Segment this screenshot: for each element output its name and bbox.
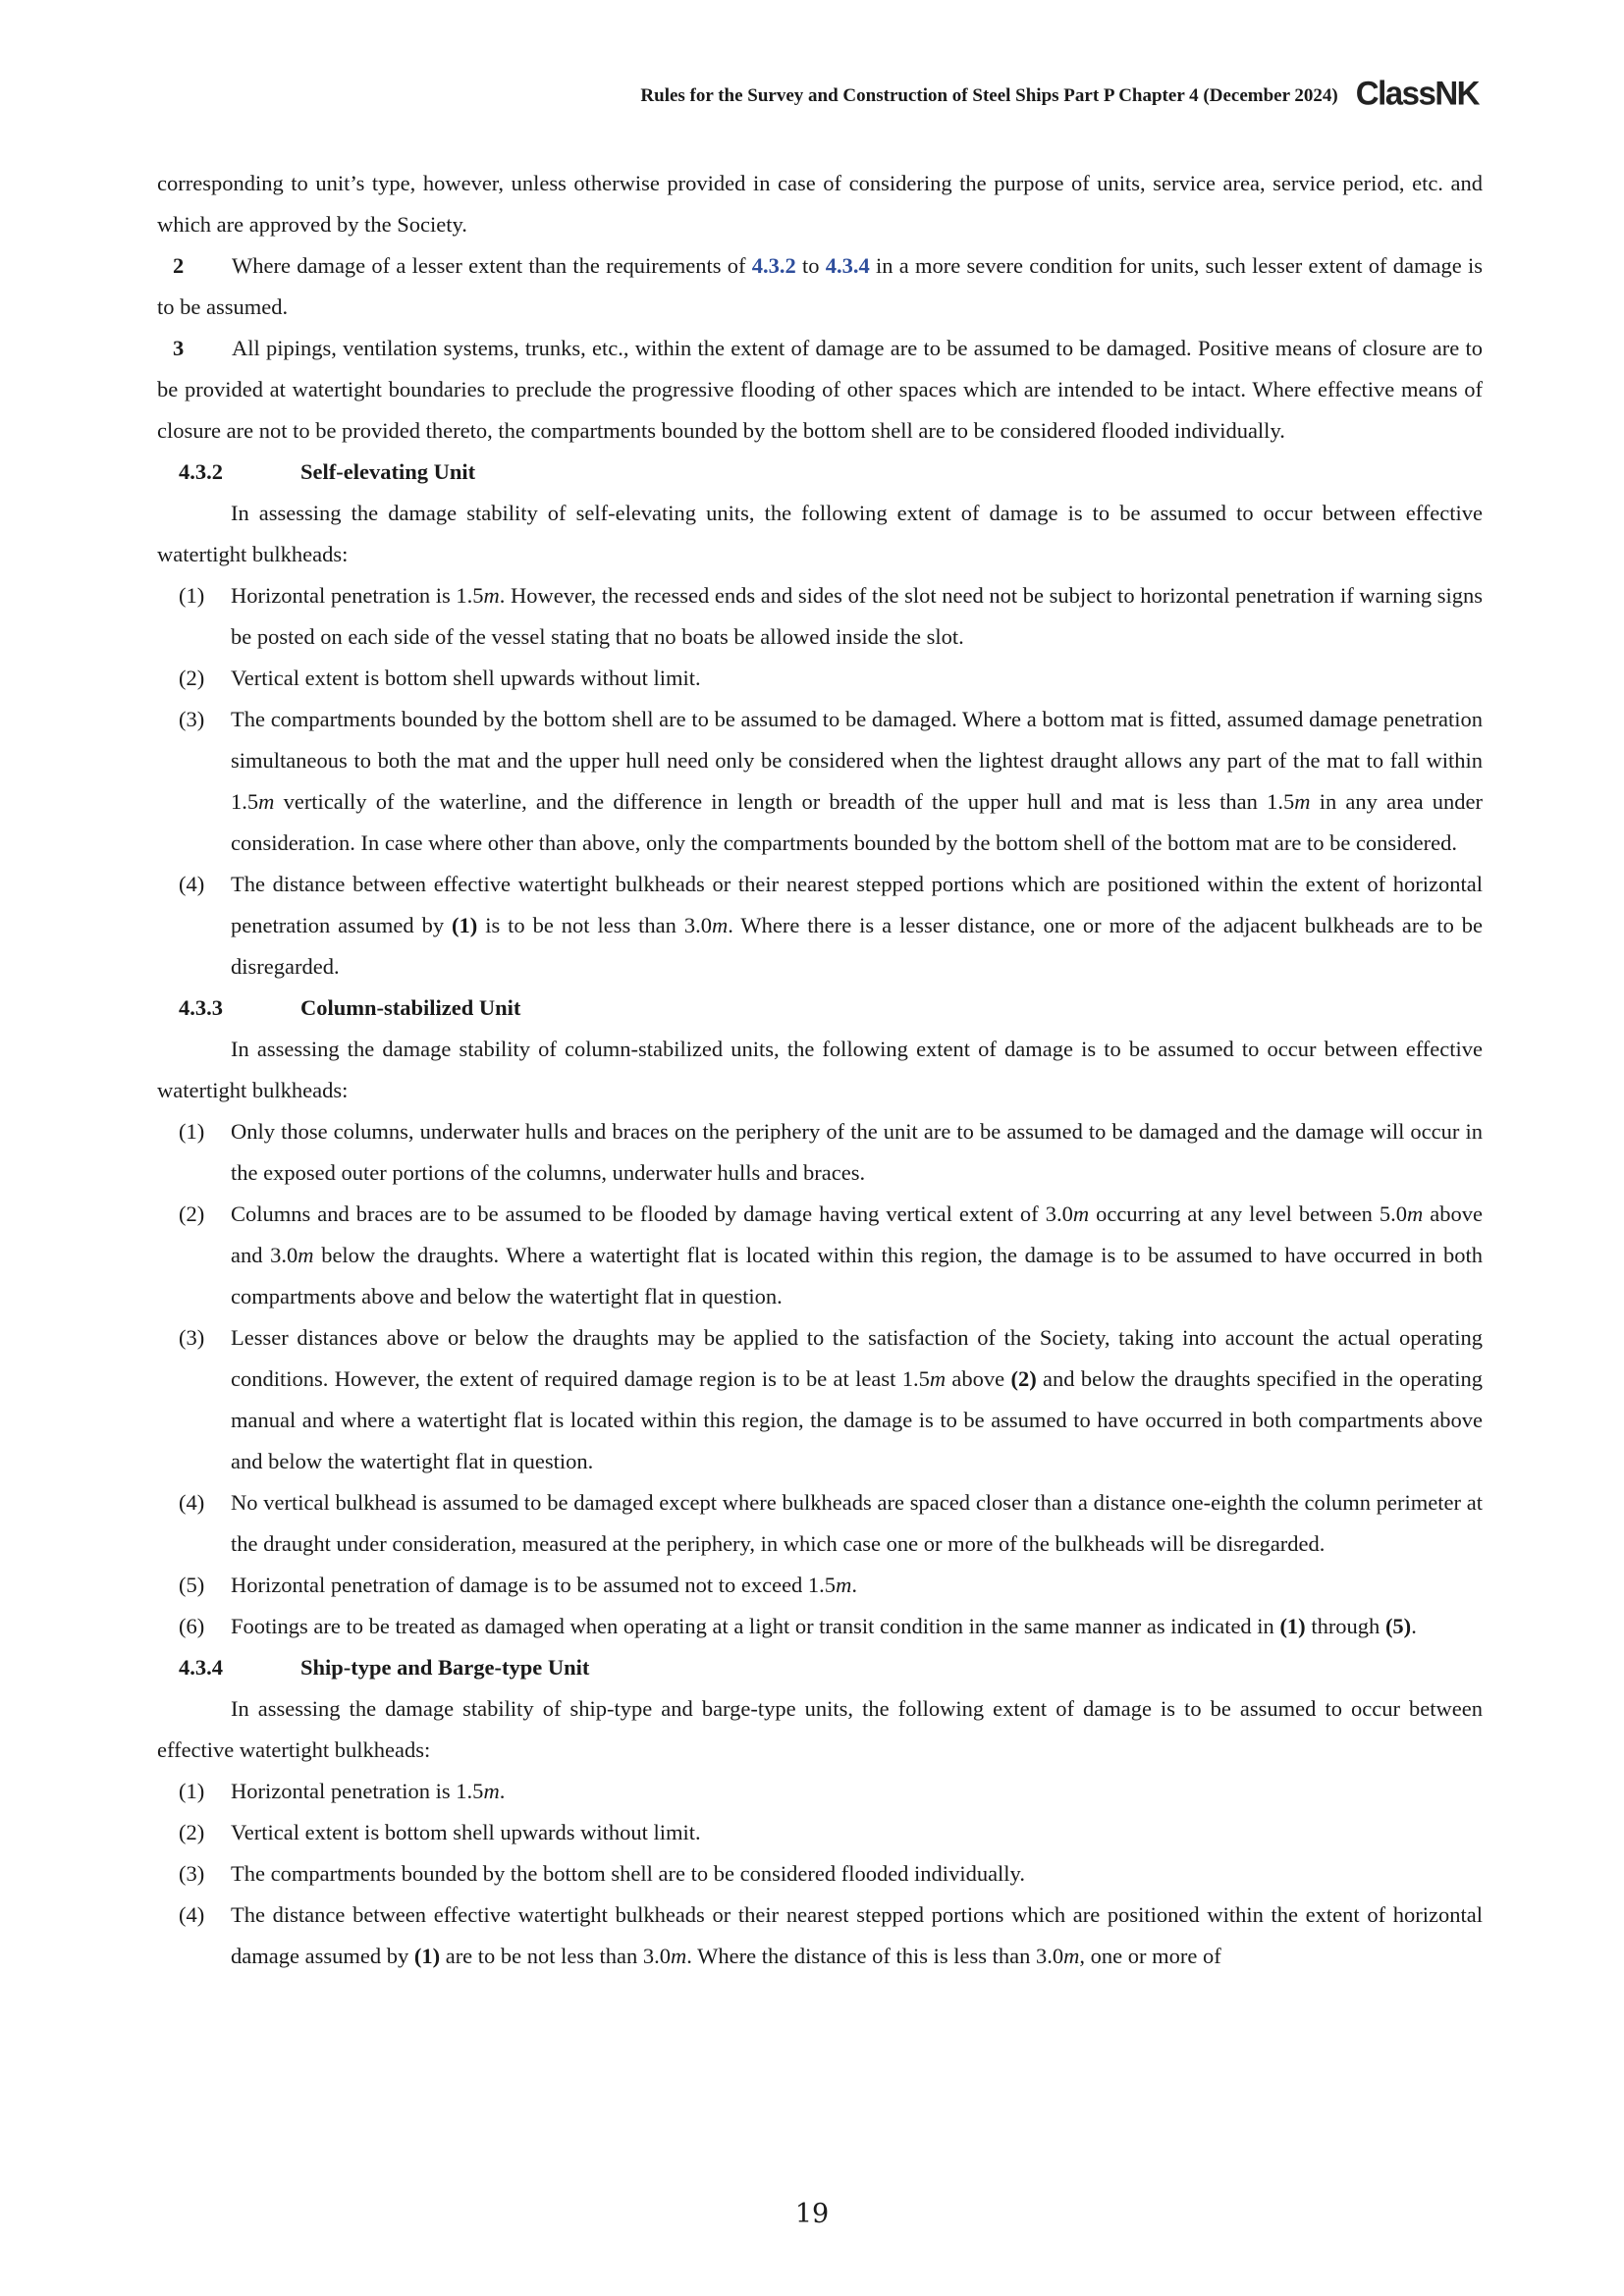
classnk-logo: ClassNK bbox=[1355, 74, 1479, 112]
list-item: (4) No vertical bulkhead is assumed to be damaged except where bulkheads are spaced closer than a distance one-eighth the column perimeter at the draught under consideration, measured at the periphery, in which case one or more of the bulkheads will be disregarded. bbox=[179, 1490, 1483, 1556]
item-reference: (5) bbox=[1384, 1614, 1412, 1638]
section-heading-4-3-3: 4.3.3 Column-stabilized Unit bbox=[179, 995, 521, 1020]
paragraph-number: 2 bbox=[173, 253, 185, 278]
page-number: 19 bbox=[794, 2199, 830, 2229]
running-title: Rules for the Survey and Construction of Steel Ships Part P Chapter 4 (December 2024) bbox=[640, 85, 1338, 106]
link-4-3-2[interactable]: 4.3.2 bbox=[751, 253, 796, 278]
item-reference: (1) bbox=[452, 913, 478, 937]
section-intro: In assessing the damage stability of ship-type and barge-type units, the following extent of damage is to be assumed to occur between effective watertight bulkheads: bbox=[157, 1696, 1483, 1762]
section-heading-4-3-4: 4.3.4 Ship-type and Barge-type Unit bbox=[179, 1655, 590, 1680]
list-item: (1) Only those columns, underwater hulls and braces on the periphery of the unit are to be assumed to be damaged and the damage will occur in the exposed outer portions of the columns, underwater hulls and braces. bbox=[179, 1119, 1483, 1185]
item-reference: (1) bbox=[1279, 1614, 1306, 1638]
item-reference: (2) bbox=[1010, 1366, 1037, 1391]
list-item: (4) The distance between effective watertight bulkheads or their nearest stepped portions which are positioned within the extent of horizontal penetration assumed by (1) is to be not less than 3.0m. Where there is a lesser distance, one or more of the adjacent bulkheads are to be disregarded. bbox=[179, 872, 1483, 979]
link-4-3-4[interactable]: 4.3.4 bbox=[825, 253, 870, 278]
list-item: (1) Horizontal penetration is 1.5m. However, the recessed ends and sides of the slot need not be subject to horizontal penetration if warning signs be posted on each side of the vessel stating that no boats be allowed inside the slot. bbox=[179, 583, 1483, 649]
list-item: (6) Footings are to be treated as damaged when operating at a light or transit condition in the same manner as indicated in (1) through (5). bbox=[179, 1614, 1417, 1638]
list-item: (2) Vertical extent is bottom shell upwards without limit. bbox=[179, 666, 701, 690]
list-item: (3) Lesser distances above or below the draughts may be applied to the satisfaction of the Society, taking into account the actual operating conditions. However, the extent of required damage region is to be at least 1.5m above (2) and below the draughts specified in the operating manual and where a watertight flat is located within this region, the damage is to be assumed to have occurred in both compartments above and below the watertight flat in question. bbox=[179, 1325, 1483, 1473]
intro-paragraph: corresponding to unit’s type, however, unless otherwise provided in case of considering the purpose of units, service area, service period, etc. and which are approved by the Society. bbox=[157, 171, 1483, 237]
section-intro: In assessing the damage stability of self-elevating units, the following extent of damage is to be assumed to occur between effective watertight bulkheads: bbox=[157, 501, 1483, 566]
list-item: (2) Vertical extent is bottom shell upwards without limit. bbox=[179, 1820, 701, 1844]
list-item: (3) The compartments bounded by the bottom shell are to be considered flooded individually. bbox=[179, 1861, 1025, 1886]
section-heading-4-3-2: 4.3.2 Self-elevating Unit bbox=[179, 459, 476, 484]
item-reference: (1) bbox=[413, 1944, 441, 1968]
document-body bbox=[157, 163, 1483, 1977]
paragraph-number: 3 bbox=[173, 336, 185, 360]
list-item: (5) Horizontal penetration of damage is to be assumed not to exceed 1.5m. bbox=[179, 1573, 857, 1597]
paragraph-3: 3 All pipings, ventilation systems, trunks, etc., within the extent of damage are to be assumed to be damaged. Positive means of closure are to be provided at watertight boundaries to preclude the progressive flooding of other spaces which are intended to be intact. Where effective means of closure are not to be provided thereto, the compartments bounded by the bottom shell are to be considered flooded individually. bbox=[157, 328, 1483, 452]
list-item: (3) The compartments bounded by the bottom shell are to be assumed to be damaged. Where a bottom mat is fitted, assumed damage penetration simultaneous to both the mat and the upper hull need only be considered when the lightest draught allows any part of the mat to fall within 1.5m vertically of the waterline, and the difference in length or breadth of the upper hull and mat is less than 1.5m in any area under consideration. In case where other than above, only the compartments bounded by the bottom shell of the bottom mat are to be considered. bbox=[179, 707, 1483, 855]
paragraph-2: 2 Where damage of a lesser extent than the requirements of 4.3.2 to 4.3.4 in a more severe condition for units, such lesser extent of damage is to be assumed. bbox=[157, 245, 1483, 328]
list-item: (4) The distance between effective watertight bulkheads or their nearest stepped portions which are positioned within the extent of horizontal damage assumed by (1) are to be not less than 3.0m. Where the distance of this is less than 3.0m, one or more of bbox=[179, 1902, 1483, 1968]
list-item: (1) Horizontal penetration is 1.5m. bbox=[179, 1779, 506, 1803]
list-item: (2) Columns and braces are to be assumed to be flooded by damage having vertical extent of 3.0m occurring at any level between 5.0m above and 3.0m below the draughts. Where a watertight flat is located within this region, the damage is to be assumed to have occurred in both compartments above and below the watertight flat in question. bbox=[179, 1201, 1484, 1308]
section-intro: In assessing the damage stability of column-stabilized units, the following extent of damage is to be assumed to occur between effective watertight bulkheads: bbox=[157, 1037, 1483, 1102]
page-header bbox=[640, 74, 1479, 112]
